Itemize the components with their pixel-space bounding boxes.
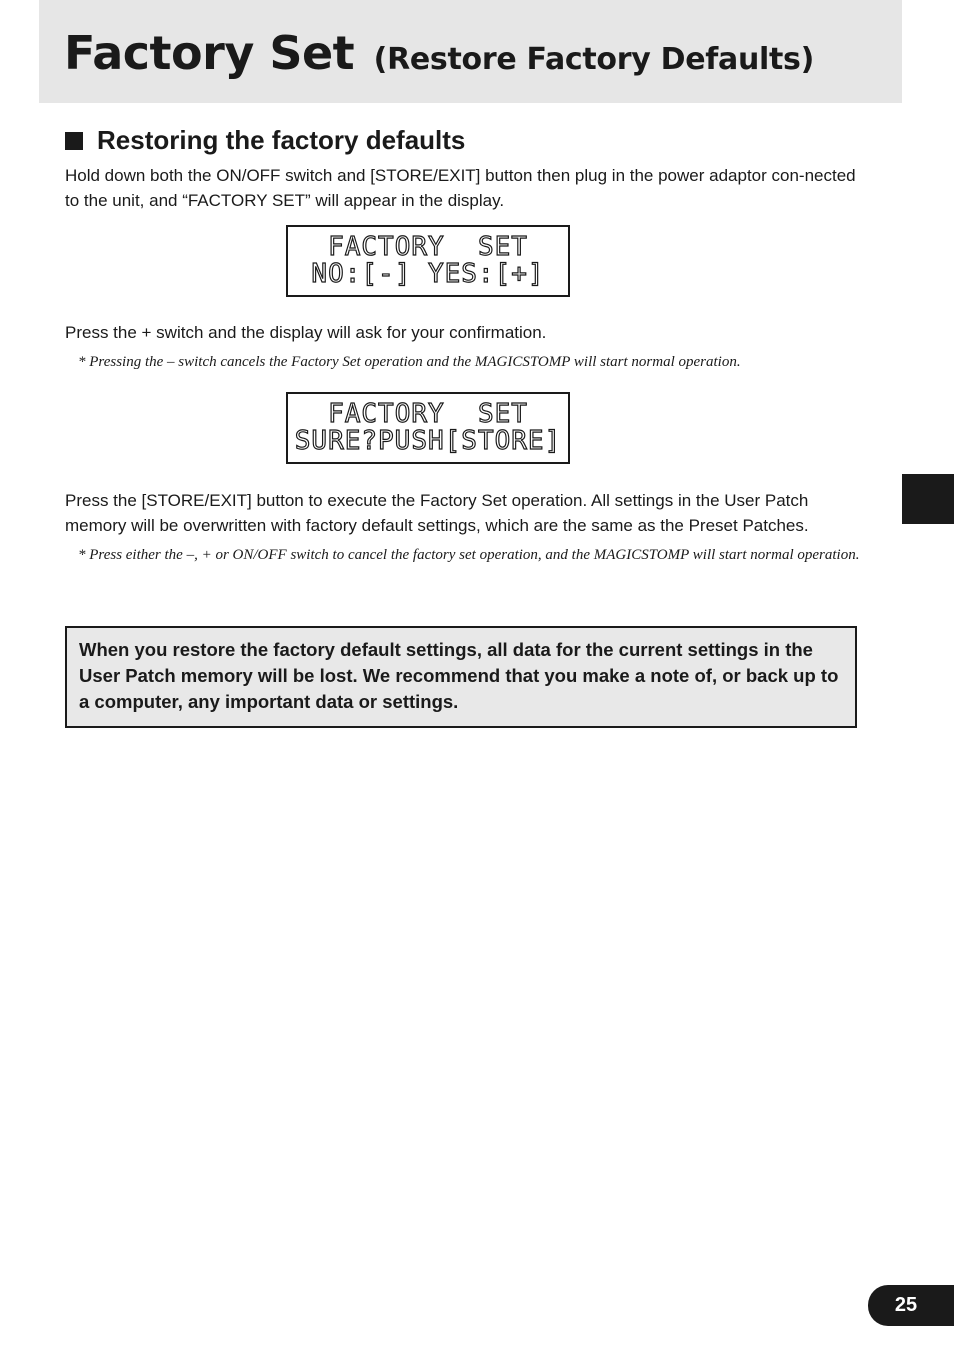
instruction-paragraph-2: Press the + switch and the display will ask for your confirmation. (65, 323, 547, 342)
lcd-line-2: NO:[-] YES:[+] (311, 259, 545, 289)
lcd-display-confirm (286, 225, 570, 297)
page-number-tab (868, 1285, 954, 1326)
square-bullet-icon (65, 132, 83, 150)
note-2: * Press either the –, + or ON/OFF switch to cancel the factory set operation, and the MAGICSTOMP will start normal operation. (78, 547, 860, 563)
section-heading (65, 125, 465, 156)
instruction-paragraph-1: Hold down both the ON/OFF switch and [STORE/EXIT] button then plug in the power adaptor con-nected to the unit, and “FACTORY SET” will appear in the display. (65, 166, 856, 210)
note-1: * Pressing the – switch cancels the Factory Set operation and the MAGICSTOMP will start normal operation. (78, 354, 741, 370)
lcd-display-store (286, 392, 570, 464)
lcd-line-1: FACTORY SET (328, 399, 528, 429)
instruction-paragraph-3: Press the [STORE/EXIT] button to execute the Factory Set operation. All settings in the User Patch memory will be overwritten with factory default settings, which are the same as the Preset Patches. (65, 491, 809, 535)
section-heading-text: Restoring the factory defaults (97, 125, 466, 155)
warning-box (65, 626, 857, 728)
chapter-side-tab (902, 474, 954, 524)
warning-text: When you restore the factory default settings, all data for the current settings in the User Patch memory will be lost. We recommend that you make a note of, or back up to a computer, any important data or settings. (79, 639, 839, 712)
page-subtitle: (Restore Factory Defaults) (373, 42, 815, 77)
page-title (64, 26, 814, 80)
page-title-main: Factory Set (64, 26, 355, 80)
lcd-line-1: FACTORY SET (328, 232, 528, 262)
page-number: 25 (894, 1294, 918, 1316)
lcd-line-2: SURE?PUSH[STORE] (294, 426, 562, 456)
